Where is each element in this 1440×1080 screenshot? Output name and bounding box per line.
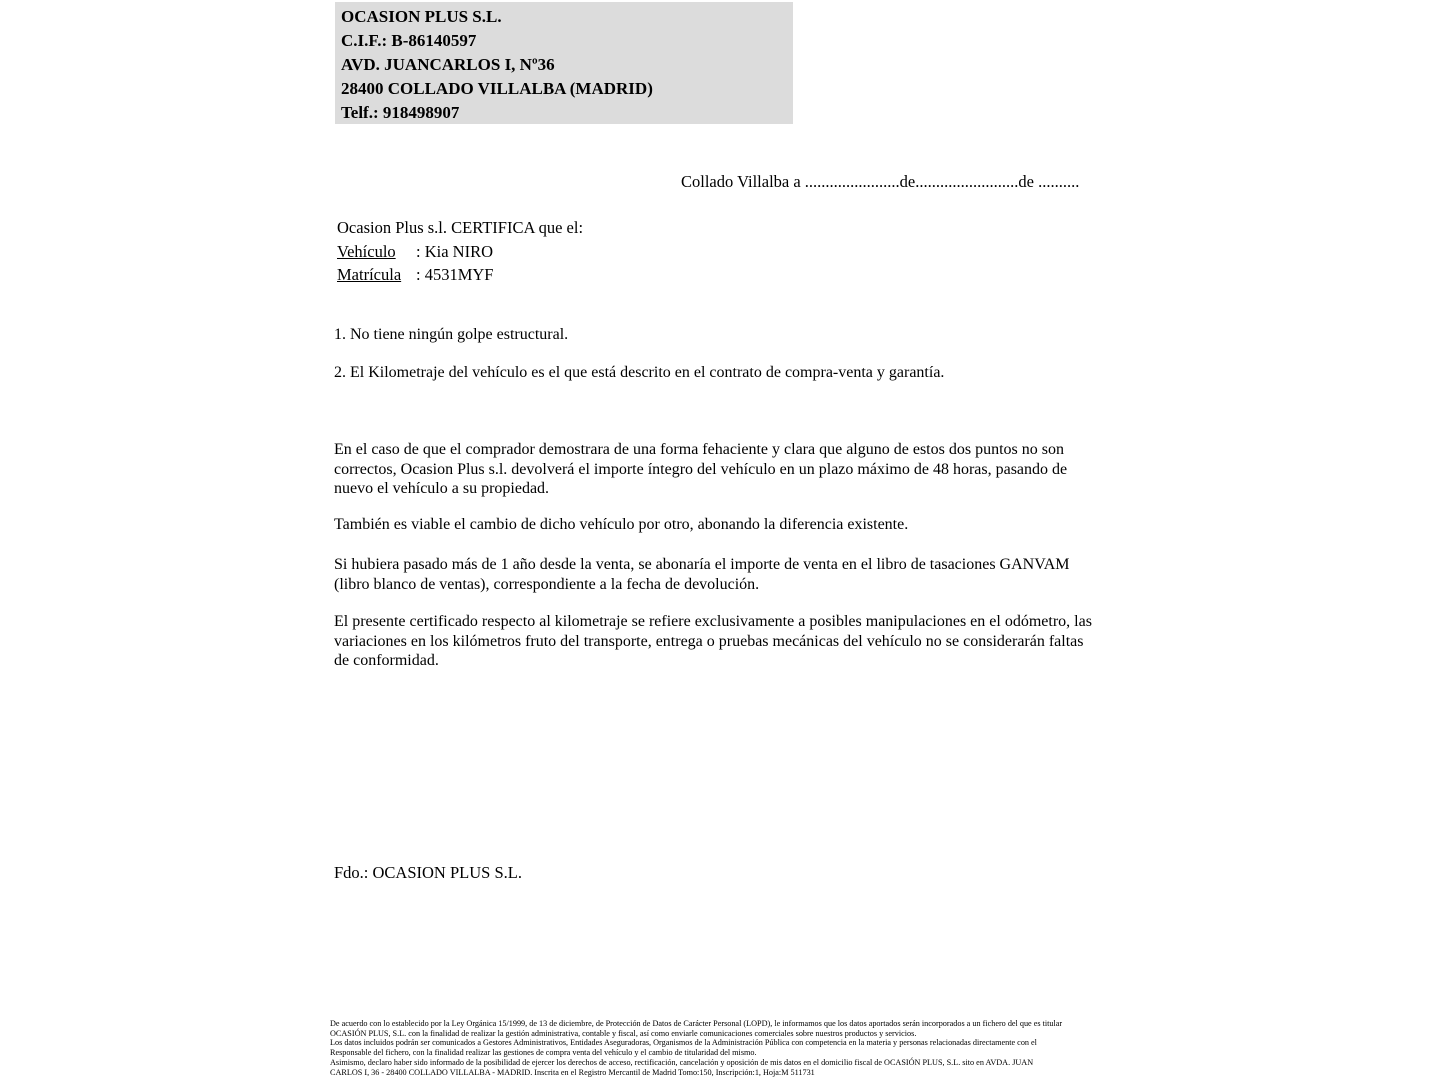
certification-intro: Ocasion Plus s.l. CERTIFICA que el:: [337, 218, 584, 237]
legal-notice-line: De acuerdo con lo establecido por la Ley Orgánica 15/1999, de 13 de diciembre, de Protección de Datos de Carácter Personal (LOPD), le informamos que los datos aportados serán incorporados a un fichero del que es titular: [330, 1019, 1063, 1028]
paragraph-odometer: El presente certificado respecto al kilometraje se refiere exclusivamente a posibles manipulaciones en el odómetro, las variaciones en los kilómetros fruto del transporte, entrega o pruebas mecánicas del vehículo no se considerarán faltas de conformidad.: [334, 613, 1092, 669]
company-phone: Telf.: 918498907: [341, 103, 460, 122]
point-1: 1. No tiene ningún golpe estructural.: [334, 326, 569, 343]
date-line: Collado Villalba a .......................de.........................de ..........: [681, 172, 1080, 191]
vehicle-label: Vehículo: [337, 241, 396, 261]
company-header-box: [335, 2, 793, 124]
signature-line: Fdo.: OCASION PLUS S.L.: [334, 863, 522, 882]
legal-notice-line: Los datos incluidos podrán ser comunicados a Gestores Administrativos, Entidades Aseguradoras, Organismos de la Administración Pública con competencia en la materia y personas relacionadas directamente con el: [330, 1038, 1037, 1048]
vehicle-value: : Kia NIRO: [416, 241, 493, 261]
company-name: OCASION PLUS S.L.: [341, 7, 502, 26]
legal-notice-line: OCASIÓN PLUS, S.L. con la finalidad de realizar la gestión administrativa, contable y fiscal, así como enviarle comunicaciones comerciales sobre nuestros productos y servicios.: [330, 1028, 917, 1038]
paragraph-refund: En el caso de que el comprador demostrara de una forma fehaciente y clara que alguno de estos dos puntos no son correctos, Ocasion Plus s.l. devolverá el importe íntegro del vehículo en un plazo máximo de 48 horas, pasando de nuevo el vehículo a su propiedad.: [334, 441, 1068, 497]
paragraph-ganvam: Si hubiera pasado más de 1 año desde la venta, se abonaría el importe de venta en el libro de tasaciones GANVAM (libro blanco de ventas), correspondiente a la fecha de devolución.: [334, 556, 1070, 593]
point-2: 2. El Kilometraje del vehículo es el que está descrito en el contrato de compra-venta y garantía.: [334, 364, 945, 381]
company-address: AVD. JUANCARLOS I, Nº36: [341, 55, 555, 74]
legal-notice-line: Asimismo, declaro haber sido informado de la posibilidad de ejercer los derechos de acceso, rectificación, cancelación y oposición de mis datos en el domicilio fiscal de OCASIÓN PLUS, S.L. sito en AVDA. JUAN: [330, 1057, 1034, 1067]
plate-label: Matrícula: [337, 265, 402, 284]
certification-block: [337, 216, 583, 287]
paragraph-exchange: También es viable el cambio de dicho vehículo por otro, abonando la diferencia existente.: [334, 516, 909, 533]
legal-notice: [330, 1019, 1120, 1077]
plate-value: : 4531MYF: [416, 265, 494, 284]
legal-notice-line: CARLOS I, 36 - 28400 COLLADO VILLALBA - MADRID. Inscrita en el Registro Mercantil de Madrid Tomo:150, Inscripción:1, Hoja:M 511731: [330, 1067, 815, 1077]
vehicle-row: [337, 240, 583, 264]
company-cif: C.I.F.: B-86140597: [341, 31, 477, 50]
plate-row: [337, 263, 583, 287]
legal-notice-line: Responsable del fichero, con la finalidad realizar las gestiones de compra venta del vehículo y el cambio de titularidad del mismo.: [330, 1048, 757, 1058]
company-city: 28400 COLLADO VILLALBA (MADRID): [341, 79, 653, 98]
